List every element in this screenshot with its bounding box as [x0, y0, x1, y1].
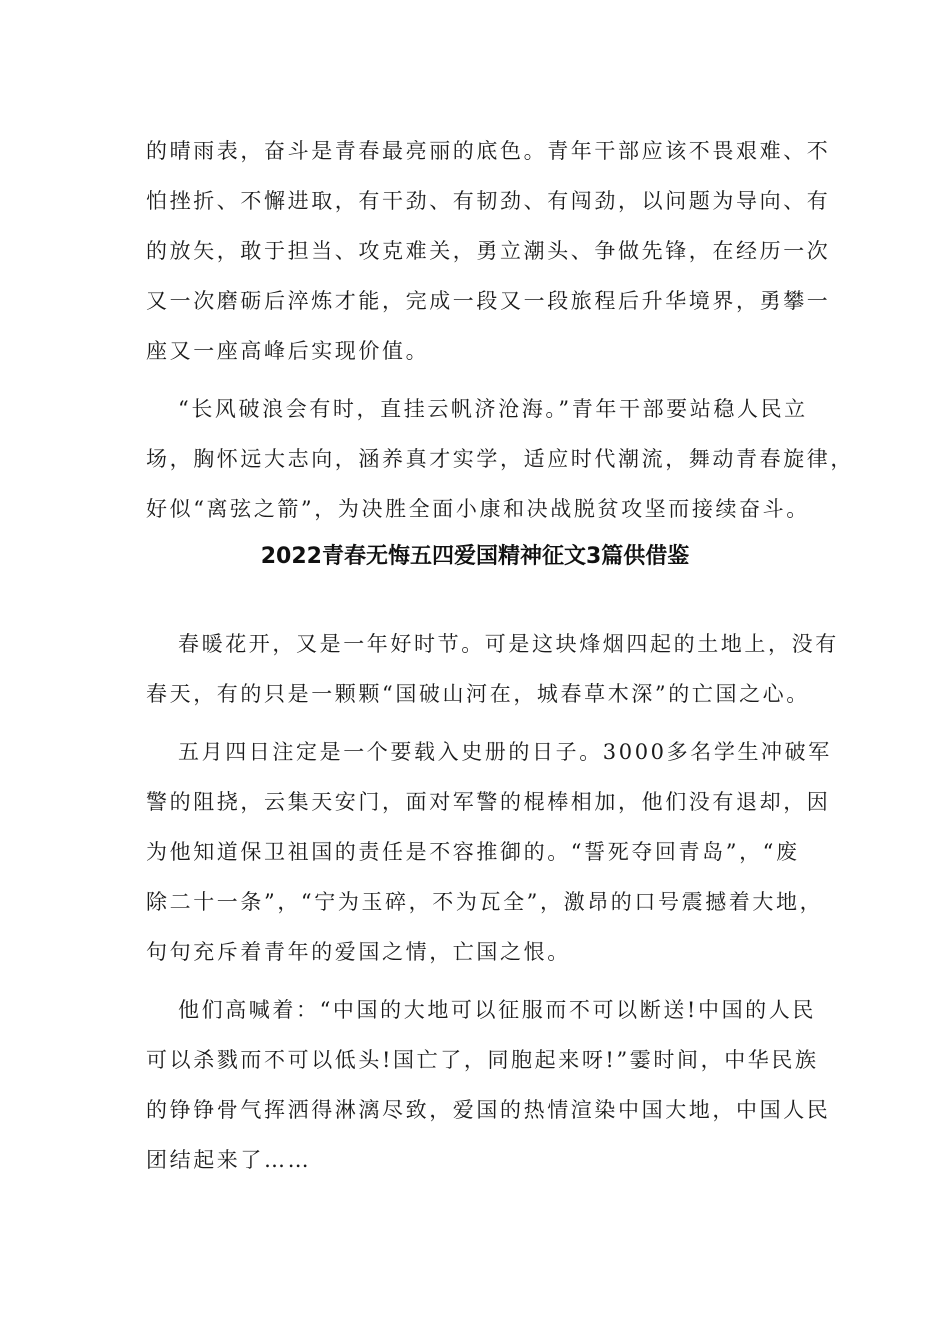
- paragraph-line: 春暖花开，又是一年好时节。可是这块烽烟四起的土地上，没有: [178, 632, 839, 656]
- paragraph-line: 场，胸怀远大志向，涵养真才实学，适应时代潮流，舞动青春旋律，: [146, 447, 854, 471]
- paragraph-line: 团结起来了……: [146, 1148, 312, 1172]
- paragraph-line: 好似“离弦之箭”，为决胜全面小康和决战脱贫攻坚而接续奋斗。: [146, 497, 810, 521]
- paragraph-line: 座又一座高峰后实现价值。: [146, 339, 430, 363]
- paragraph-line: 的放矢，敢于担当、攻克难关，勇立潮头、争做先锋，在经历一次: [146, 239, 831, 263]
- paragraph-line: 怕挫折、不懈进取，有干劲、有韧劲、有闯劲，以问题为导向、有: [146, 189, 831, 213]
- paragraph-line: 警的阻挠，云集天安门，面对军警的棍棒相加，他们没有退却，因: [146, 790, 831, 814]
- paragraph-line: 除二十一条”，“宁为玉碎，不为瓦全”，激昂的口号震撼着大地，: [146, 890, 824, 914]
- paragraph-line: 春天，有的只是一颗颗“国破山河在，城春草木深”的亡国之心。: [146, 682, 810, 706]
- paragraph-line: 句句充斥着青年的爱国之情，亡国之恨。: [146, 940, 571, 964]
- paragraph-line: 的晴雨表，奋斗是青春最亮丽的底色。青年干部应该不畏艰难、不: [146, 139, 831, 163]
- paragraph-line: “长风破浪会有时，直挂云帆济沧海。”青年干部要站稳人民立: [178, 397, 808, 421]
- paragraph-line: 为他知道保卫祖国的责任是不容推御的。“誓死夺回青岛”，“废: [146, 840, 800, 864]
- paragraph-line: 的铮铮骨气挥洒得淋漓尽致，爱国的热情渲染中国大地，中国人民: [146, 1098, 831, 1122]
- paragraph-line: 五月四日注定是一个要载入史册的日子。3000多名学生冲破军: [178, 740, 832, 764]
- paragraph-line: 他们高喊着：“中国的大地可以征服而不可以断送!中国的人民: [178, 998, 816, 1022]
- paragraph-line: 可以杀戮而不可以低头!国亡了，同胞起来呀!”霎时间，中华民族: [146, 1048, 819, 1072]
- section-title: 2022青春无悔五四爱国精神征文3篇供借鉴: [260, 544, 690, 569]
- paragraph-line: 又一次磨砺后淬炼才能，完成一段又一段旅程后升华境界，勇攀一: [146, 289, 831, 313]
